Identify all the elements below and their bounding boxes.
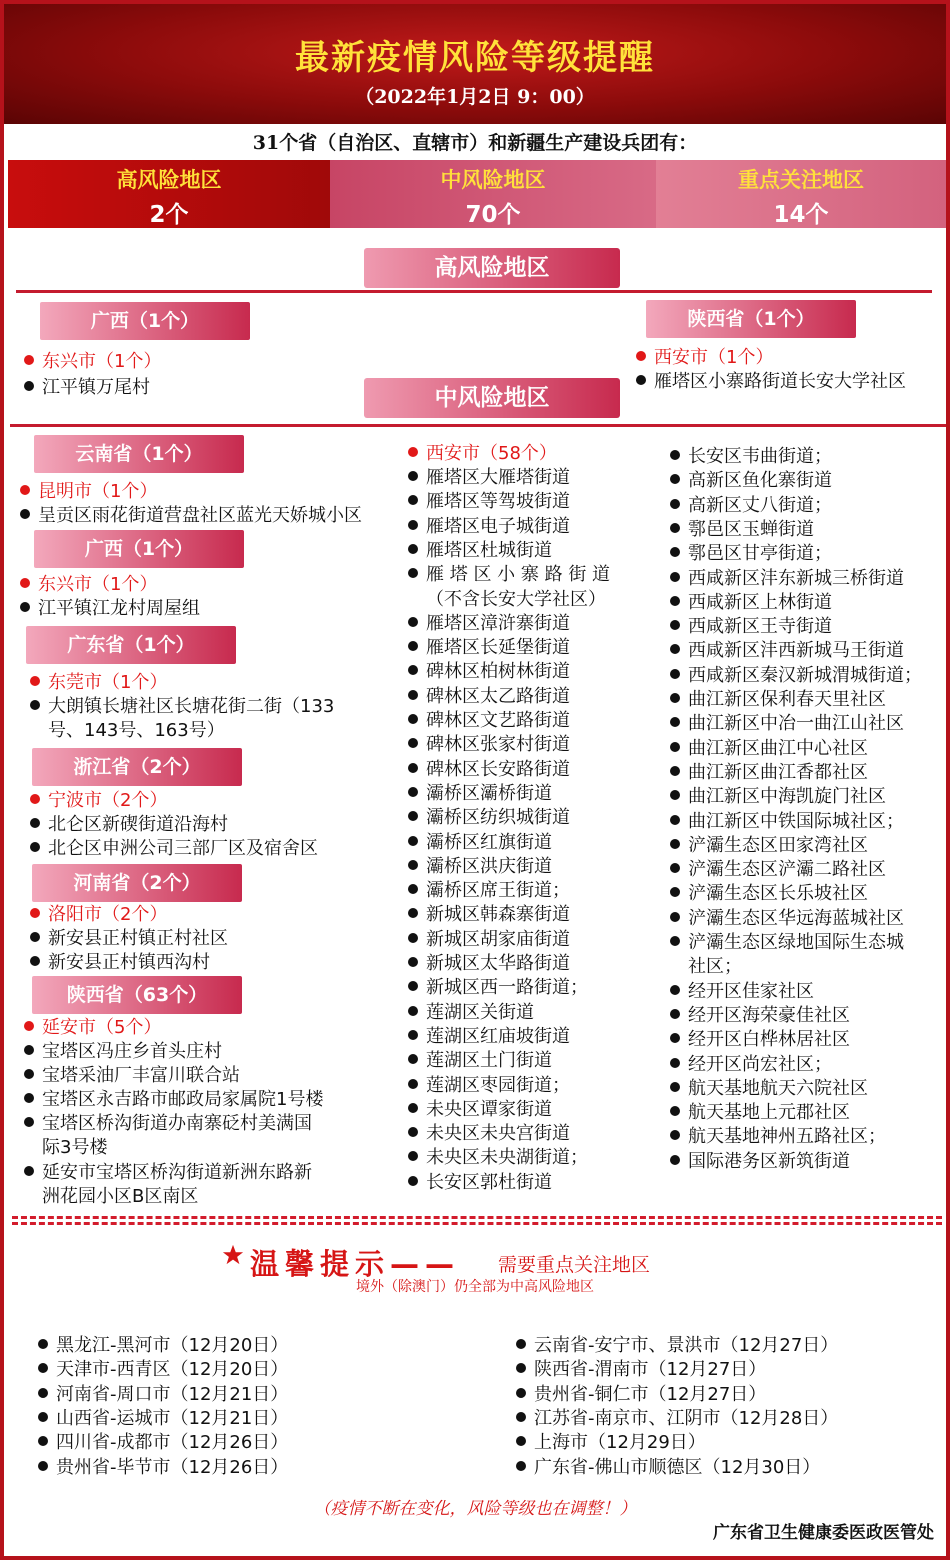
bullet-icon — [24, 1117, 34, 1127]
bullet-icon — [408, 860, 418, 870]
list-item: 新城区西一路街道； — [408, 976, 588, 1000]
list-item: 经开区海荣豪佳社区 — [670, 1004, 850, 1028]
bullet-icon — [408, 811, 418, 821]
bullet-icon — [24, 1093, 34, 1103]
bullet-icon — [670, 547, 680, 557]
bullet-icon — [408, 1103, 418, 1113]
divider — [10, 424, 946, 427]
list-item: 新城区太华路街道 — [408, 952, 570, 976]
bullet-icon — [670, 1082, 680, 1092]
list-item: 未央区未央湖街道； — [408, 1146, 588, 1170]
list-item: 灞桥区纺织城街道 — [408, 806, 570, 830]
bullet-icon — [20, 578, 30, 588]
bullet-icon — [516, 1461, 526, 1471]
list-item: 雁塔区长延堡街道 — [408, 636, 570, 660]
list-item: 宝塔采油厂丰富川联合站 — [24, 1064, 240, 1088]
list-item: 雁 塔 区 小 寨 路 街 道 — [408, 563, 610, 587]
mid-risk-heading: 中风险地区 — [364, 378, 620, 418]
list-item: 碑林区柏树林街道 — [408, 660, 570, 684]
bullet-icon — [30, 818, 40, 828]
list-item: 未央区谭家街道 — [408, 1098, 552, 1122]
list-item: 碑林区张家村街道 — [408, 733, 570, 757]
bullet-icon — [30, 700, 40, 710]
bullet-icon — [408, 957, 418, 967]
bullet-icon — [408, 908, 418, 918]
bullet-icon — [516, 1412, 526, 1422]
footer-organization: 广东省卫生健康委医政医管处 — [713, 1523, 934, 1543]
list-item: 曲江新区中铁国际城社区； — [670, 810, 904, 834]
list-item: 西咸新区王寺街道 — [670, 615, 832, 639]
bullet-icon — [408, 787, 418, 797]
bullet-icon — [408, 690, 418, 700]
mid-shaanxi-province: 陕西省（63个） — [32, 976, 242, 1014]
list-item: 经开区佳家社区 — [670, 980, 814, 1004]
bullet-icon — [24, 1045, 34, 1055]
star-icon — [222, 1244, 244, 1266]
bullet-icon — [408, 544, 418, 554]
bullet-icon — [670, 1058, 680, 1068]
list-item: 新城区胡家庙街道 — [408, 928, 570, 952]
list-item: 鄠邑区甘亭街道； — [670, 542, 832, 566]
kpi-mid-label: 中风险地区 — [440, 168, 546, 192]
list-item: 高新区丈八街道； — [670, 494, 832, 518]
high-guangxi-province: 广西（1个） — [40, 302, 250, 340]
list-item: 雁塔区等驾坡街道 — [408, 490, 570, 514]
list-item: 江苏省-南京市、江阴市（12月28日） — [516, 1407, 838, 1431]
dashed-divider — [12, 1222, 942, 1225]
bullet-icon — [20, 509, 30, 519]
bullet-icon — [670, 766, 680, 776]
list-item: 宝塔区桥沟街道办南寨砭村美满国 — [24, 1112, 312, 1136]
list-item: 未央区未央宫街道 — [408, 1122, 570, 1146]
kpi-focus-count: 14个 — [773, 202, 829, 228]
list-item: 河南省-周口市（12月21日） — [38, 1383, 288, 1407]
bullet-icon — [20, 485, 30, 495]
mid-yunnan-province: 云南省（1个） — [34, 435, 244, 473]
bullet-icon — [670, 1033, 680, 1043]
bullet-icon — [670, 936, 680, 946]
bullet-icon — [38, 1461, 48, 1471]
bullet-icon — [408, 641, 418, 651]
list-item: 鄠邑区玉蝉街道 — [670, 518, 814, 542]
list-item: 西咸新区秦汉新城渭城街道； — [670, 664, 922, 688]
bullet-icon — [20, 602, 30, 612]
tips-note: 境外（除澳门）仍全部为中高风险地区 — [356, 1279, 594, 1295]
bullet-icon — [670, 572, 680, 582]
list-item: 四川省-成都市（12月26日） — [38, 1431, 288, 1455]
bullet-icon — [670, 863, 680, 873]
list-item: 曲江新区曲江香都社区 — [670, 761, 868, 785]
divider — [16, 290, 932, 293]
bullet-icon — [408, 495, 418, 505]
high-xian-city: 西安市（1个） — [636, 346, 773, 370]
update-date: （2022年1月2日 9：00） — [355, 86, 595, 108]
bullet-icon — [670, 1130, 680, 1140]
list-item: 经开区尚宏社区； — [670, 1053, 832, 1077]
bullet-icon — [408, 1030, 418, 1040]
mid-luoyang-city: 洛阳市（2个） — [30, 903, 167, 927]
list-item: 呈贡区雨花街道营盘社区蓝光天娇城小区 — [20, 504, 362, 528]
high-shaanxi-province: 陕西省（1个） — [646, 300, 856, 338]
bullet-icon — [670, 596, 680, 606]
list-item: 西咸新区沣东新城三桥街道 — [670, 567, 904, 591]
bullet-icon — [30, 956, 40, 966]
bullet-icon — [516, 1436, 526, 1446]
list-item: 新安县正村镇正村社区 — [30, 927, 228, 951]
bullet-icon — [670, 499, 680, 509]
bullet-icon — [30, 676, 40, 686]
list-item: 贵州省-毕节市（12月26日） — [38, 1456, 288, 1480]
bullet-icon — [408, 1079, 418, 1089]
list-item: 江平镇万尾村 — [24, 376, 150, 400]
list-item: 曲江新区中冶一曲江山社区 — [670, 712, 904, 736]
list-item: 大朗镇长塘社区长塘花街二街（133 — [30, 695, 334, 719]
tips-title: 温馨提示—— — [250, 1247, 461, 1281]
list-item: 北仑区新碶街道沿海村 — [30, 813, 228, 837]
bullet-icon — [670, 717, 680, 727]
bullet-icon — [30, 932, 40, 942]
list-item: 新城区韩森寨街道 — [408, 903, 570, 927]
list-item: 碑林区长安路街道 — [408, 758, 570, 782]
kpi-high-label: 高风险地区 — [116, 168, 222, 192]
list-item: 浐灞生态区华远海蓝城社区 — [670, 907, 904, 931]
list-item: 陕西省-渭南市（12月27日） — [516, 1358, 766, 1382]
kpi-focus-area — [656, 160, 946, 228]
list-item: 雁塔区杜城街道 — [408, 539, 552, 563]
list-item-continuation: （不含长安大学社区） — [426, 588, 606, 610]
list-item: 曲江新区中海凯旋门社区 — [670, 785, 886, 809]
bullet-icon — [636, 375, 646, 385]
bullet-icon — [38, 1436, 48, 1446]
bullet-icon — [38, 1339, 48, 1349]
mid-xian-city: 西安市（58个） — [408, 442, 557, 466]
summary-text: 31个省（自治区、直辖市）和新疆生产建设兵团有： — [252, 132, 698, 154]
mid-henan-province: 河南省（2个） — [32, 864, 242, 902]
list-item-continuation: 洲花园小区B区南区 — [42, 1186, 199, 1207]
bullet-icon — [408, 933, 418, 943]
list-item: 航天基地上元郡社区 — [670, 1101, 850, 1125]
bullet-icon — [670, 474, 680, 484]
bullet-icon — [670, 1009, 680, 1019]
list-item: 莲湖区关街道 — [408, 1001, 534, 1025]
bullet-icon — [670, 1106, 680, 1116]
list-item: 贵州省-铜仁市（12月27日） — [516, 1383, 766, 1407]
bullet-icon — [408, 836, 418, 846]
mid-yanan-city: 延安市（5个） — [24, 1016, 161, 1040]
list-item: 山西省-运城市（12月21日） — [38, 1407, 288, 1431]
list-item: 长安区韦曲街道； — [670, 445, 832, 469]
bullet-icon — [408, 884, 418, 894]
bullet-icon — [38, 1412, 48, 1422]
bullet-icon — [670, 912, 680, 922]
list-item: 雁塔区小寨路街道长安大学社区 — [636, 370, 906, 394]
bullet-icon — [670, 887, 680, 897]
kpi-high-risk — [8, 160, 330, 228]
list-item: 黑龙江-黑河市（12月20日） — [38, 1334, 288, 1358]
list-item: 碑林区文艺路街道 — [408, 709, 570, 733]
list-item-continuation: 号、143号、163号） — [48, 720, 225, 741]
bullet-icon — [408, 447, 418, 457]
list-item: 灞桥区灞桥街道 — [408, 782, 552, 806]
list-item: 新安县正村镇西沟村 — [30, 951, 210, 975]
header-banner — [4, 4, 946, 124]
bullet-icon — [24, 381, 34, 391]
tips-subtitle: 需要重点关注地区 — [498, 1254, 651, 1276]
list-item: 上海市（12月29日） — [516, 1431, 706, 1455]
bullet-icon — [408, 981, 418, 991]
kpi-focus-label: 重点关注地区 — [738, 168, 864, 192]
list-item: 雁塔区大雁塔街道 — [408, 466, 570, 490]
dashed-divider — [12, 1216, 942, 1219]
list-item: 灞桥区洪庆街道 — [408, 855, 552, 879]
list-item: 曲江新区保利春天里社区 — [670, 688, 886, 712]
bullet-icon — [408, 617, 418, 627]
list-item: 天津市-西青区（12月20日） — [38, 1358, 288, 1382]
list-item: 雁塔区电子城街道 — [408, 515, 570, 539]
bullet-icon — [408, 1176, 418, 1186]
list-item: 浐灞生态区长乐坡社区 — [670, 882, 868, 906]
list-item: 云南省-安宁市、景洪市（12月27日） — [516, 1334, 838, 1358]
mid-guangdong-province: 广东省（1个） — [26, 626, 236, 664]
bullet-icon — [24, 1166, 34, 1176]
list-item: 浐灞生态区浐灞二路社区 — [670, 858, 886, 882]
mid-zhejiang-province: 浙江省（2个） — [32, 748, 242, 786]
bullet-icon — [670, 985, 680, 995]
list-item: 高新区鱼化寨街道 — [670, 469, 832, 493]
list-item: 长安区郭杜街道 — [408, 1171, 552, 1195]
bullet-icon — [670, 450, 680, 460]
list-item: 江平镇江龙村周屋组 — [20, 597, 200, 621]
bullet-icon — [408, 665, 418, 675]
bullet-icon — [670, 1155, 680, 1165]
bullet-icon — [24, 1069, 34, 1079]
bullet-icon — [30, 794, 40, 804]
bullet-icon — [38, 1388, 48, 1398]
list-item: 延安市宝塔区桥沟街道新洲东路新 — [24, 1161, 312, 1185]
list-item: 宝塔区永吉路市邮政局家属院1号楼 — [24, 1088, 323, 1112]
bullet-icon — [38, 1363, 48, 1373]
kpi-mid-risk — [330, 160, 656, 228]
kpi-mid-count: 70个 — [465, 202, 521, 228]
bullet-icon — [408, 568, 418, 578]
mid-guangxi-province: 广西（1个） — [34, 530, 244, 568]
bullet-icon — [670, 620, 680, 630]
list-item: 莲湖区枣园街道； — [408, 1074, 570, 1098]
footer-warning: （疫情不断在变化，风险等级也在调整！） — [313, 1499, 637, 1519]
bullet-icon — [516, 1388, 526, 1398]
list-item: 灞桥区席王街道； — [408, 879, 570, 903]
list-item: 西咸新区上林街道 — [670, 591, 832, 615]
list-item: 曲江新区曲江中心社区 — [670, 737, 868, 761]
bullet-icon — [408, 763, 418, 773]
list-item: 碑林区太乙路街道 — [408, 685, 570, 709]
bullet-icon — [670, 669, 680, 679]
mid-ningbo-city: 宁波市（2个） — [30, 789, 167, 813]
list-item: 莲湖区红庙坡街道 — [408, 1025, 570, 1049]
bullet-icon — [408, 1151, 418, 1161]
bullet-icon — [408, 714, 418, 724]
bullet-icon — [516, 1339, 526, 1349]
bullet-icon — [670, 523, 680, 533]
kpi-high-count: 2个 — [149, 202, 189, 228]
bullet-icon — [408, 471, 418, 481]
list-item: 西咸新区沣西新城马王街道 — [670, 639, 904, 663]
mid-dongxing-city: 东兴市（1个） — [20, 573, 157, 597]
bullet-icon — [24, 1021, 34, 1031]
bullet-icon — [408, 1127, 418, 1137]
bullet-icon — [670, 815, 680, 825]
bullet-icon — [408, 1006, 418, 1016]
list-item: 宝塔区冯庄乡首头庄村 — [24, 1040, 222, 1064]
bullet-icon — [24, 355, 34, 365]
bullet-icon — [670, 790, 680, 800]
bullet-icon — [408, 738, 418, 748]
mid-dongguan-city: 东莞市（1个） — [30, 671, 167, 695]
list-item-continuation: 际3号楼 — [42, 1137, 108, 1158]
list-item: 浐灞生态区绿地国际生态城 — [670, 931, 904, 955]
list-item: 灞桥区红旗街道 — [408, 831, 552, 855]
list-item: 莲湖区土门街道 — [408, 1049, 552, 1073]
mid-kunming-city: 昆明市（1个） — [20, 480, 157, 504]
bullet-icon — [30, 908, 40, 918]
list-item: 北仑区申洲公司三部厂区及宿舍区 — [30, 837, 318, 861]
list-item: 国际港务区新筑街道 — [670, 1150, 850, 1174]
bullet-icon — [408, 520, 418, 530]
list-item: 经开区白桦林居社区 — [670, 1028, 850, 1052]
page-title: 最新疫情风险等级提醒 — [295, 38, 655, 78]
list-item: 广东省-佛山市顺德区（12月30日） — [516, 1456, 820, 1480]
high-guangxi-city: 东兴市（1个） — [24, 350, 161, 374]
bullet-icon — [408, 1054, 418, 1064]
bullet-icon — [670, 693, 680, 703]
list-item: 雁塔区漳浒寨街道 — [408, 612, 570, 636]
high-risk-heading: 高风险地区 — [364, 248, 620, 288]
list-item: 航天基地神州五路社区； — [670, 1125, 886, 1149]
bullet-icon — [670, 644, 680, 654]
list-item: 浐灞生态区田家湾社区 — [670, 834, 868, 858]
list-item: 航天基地航天六院社区 — [670, 1077, 868, 1101]
bullet-icon — [670, 742, 680, 752]
bullet-icon — [516, 1363, 526, 1373]
bullet-icon — [636, 351, 646, 361]
bullet-icon — [670, 839, 680, 849]
list-item-continuation: 社区； — [688, 956, 742, 978]
bullet-icon — [30, 842, 40, 852]
